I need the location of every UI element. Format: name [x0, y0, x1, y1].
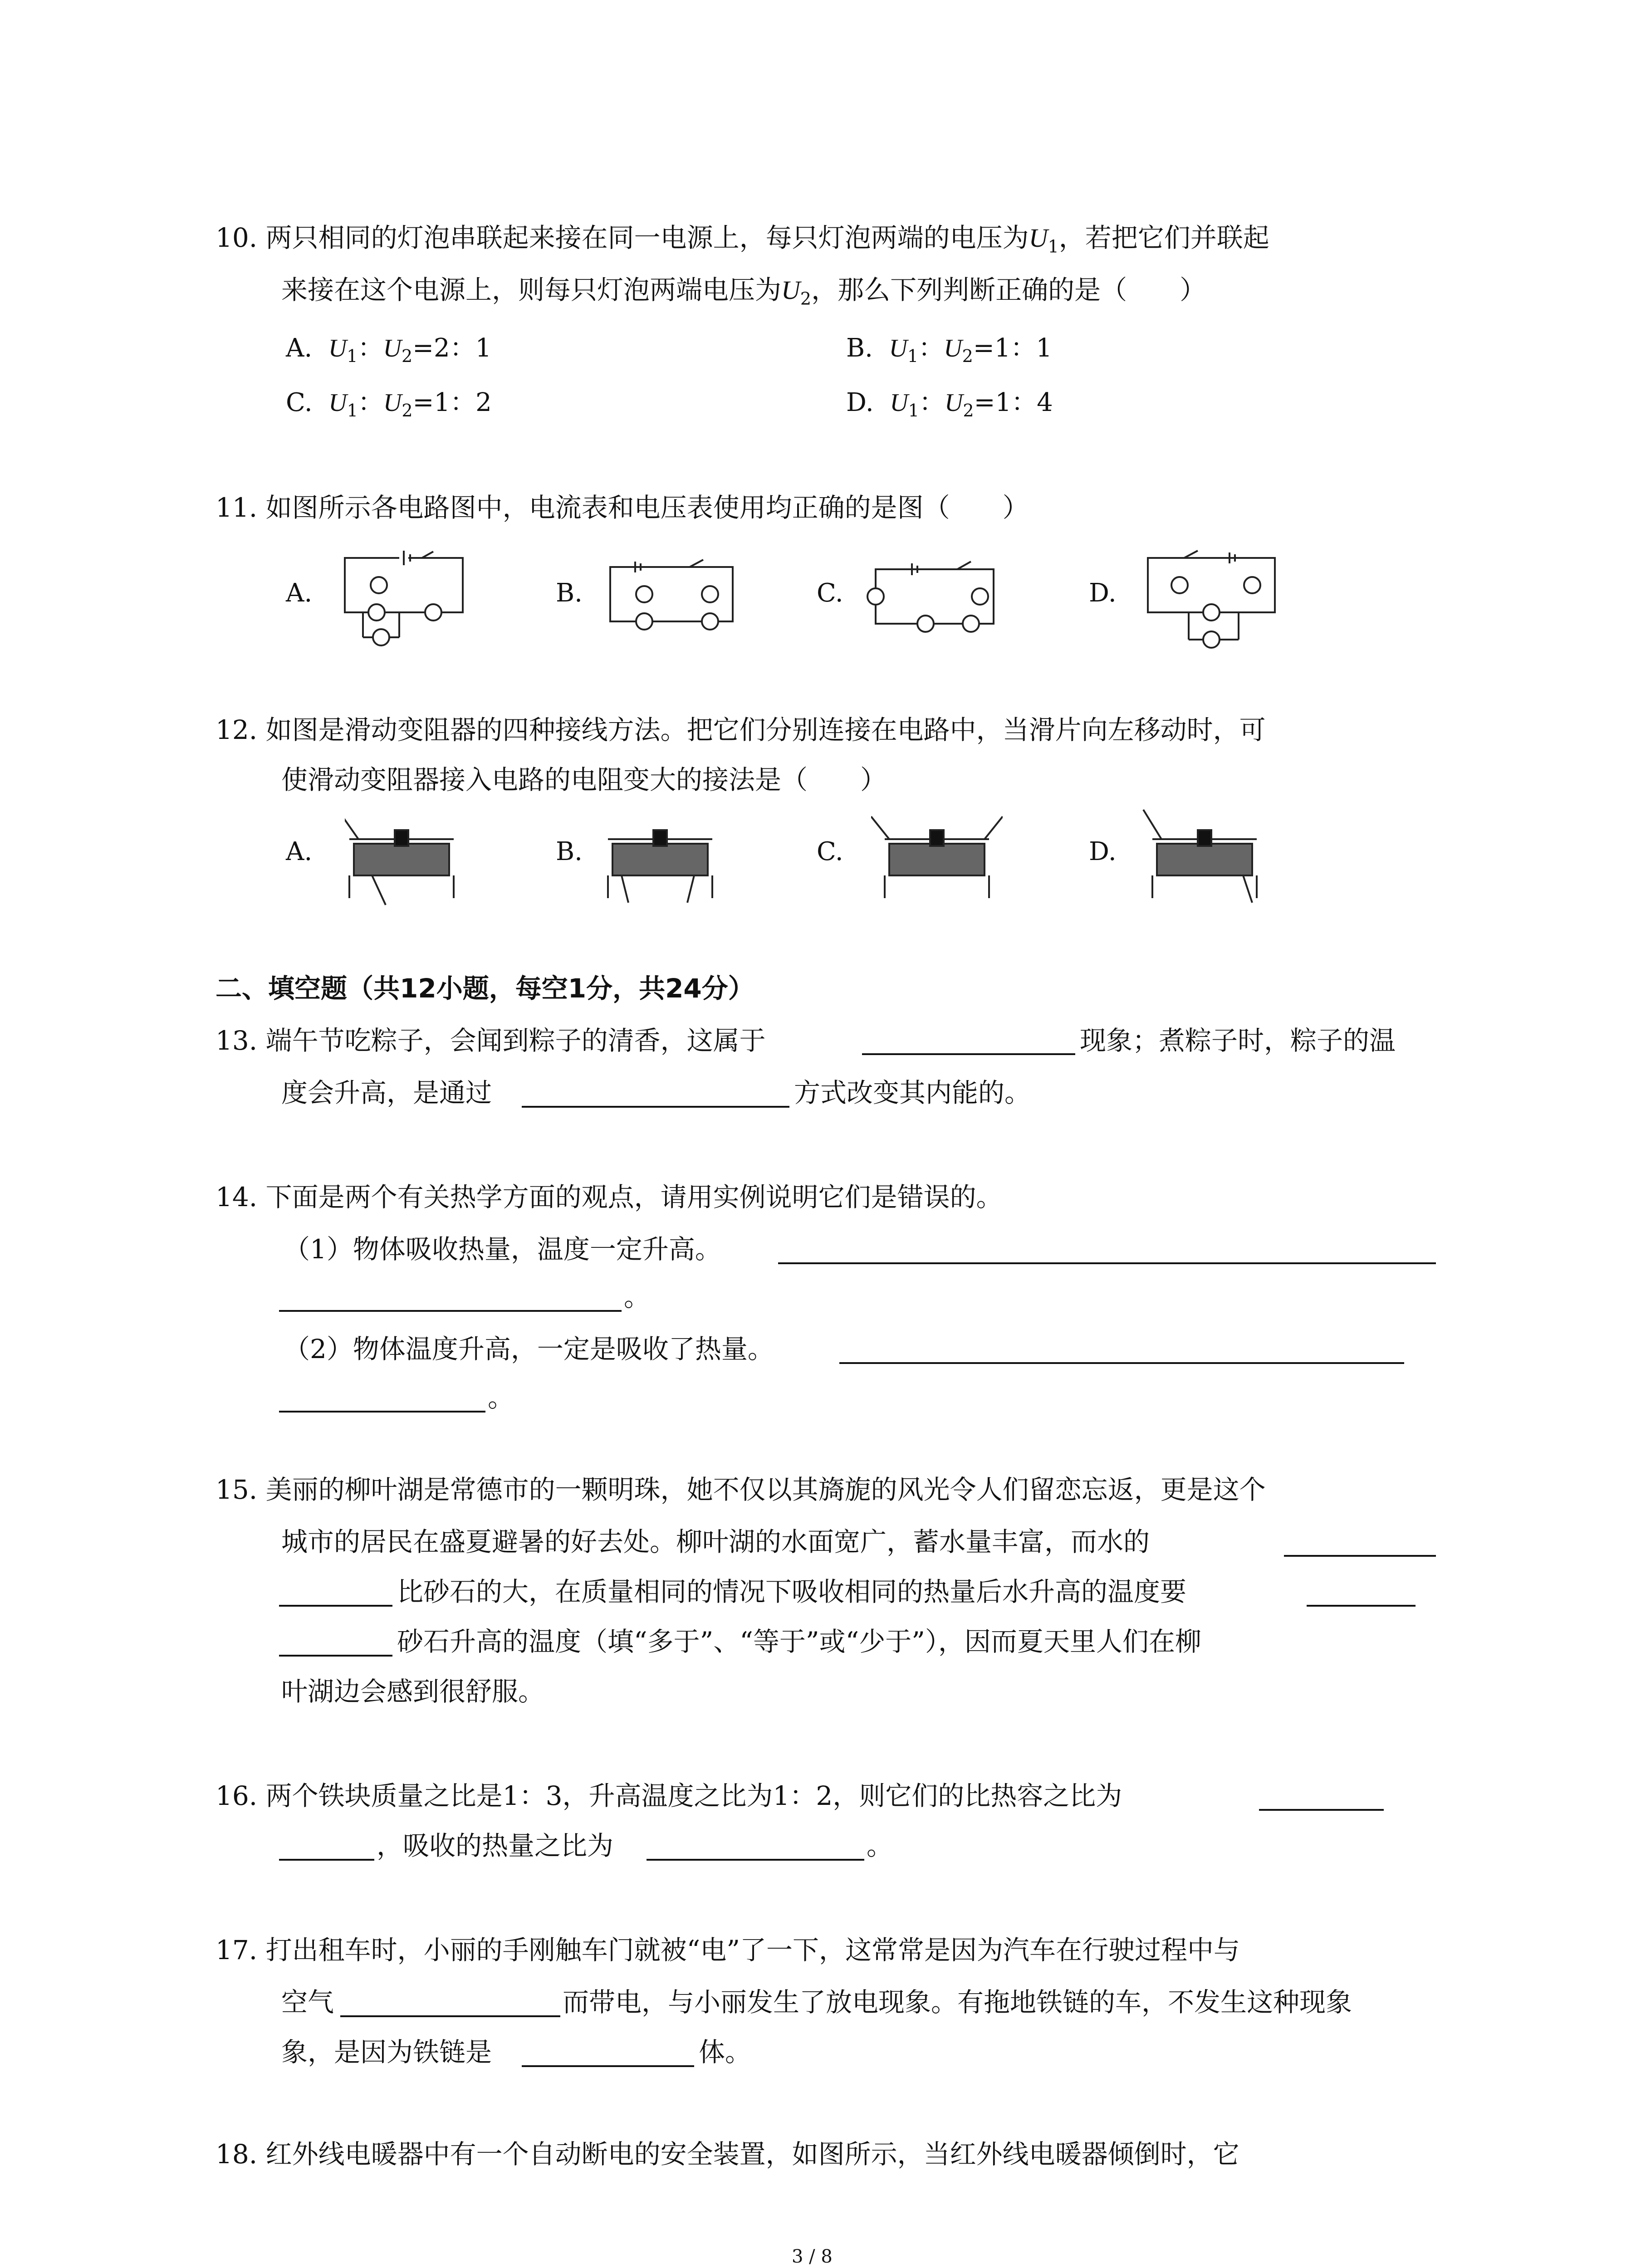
q12-line-2: 使滑动变阻器接入电路的电阻变大的接法是（ ）: [281, 764, 887, 795]
q11-line-1: 11. 如图所示各电路图中，电流表和电压表使用均正确的是图（ ）: [216, 492, 1029, 523]
q16-blank-1b[interactable]: [279, 1859, 374, 1861]
q11-option-c-label[interactable]: C.: [817, 578, 843, 608]
q17-line-2b: 而带电，与小丽发生了放电现象。有拖地铁链的车，不发生这种现象: [563, 1987, 1352, 2018]
q13-line-2a: 度会升高，是通过: [281, 1077, 492, 1108]
q14-blank-2b[interactable]: [279, 1411, 485, 1413]
q15-line-5: 叶湖边会感到很舒服。: [281, 1676, 545, 1707]
q12-option-b-label[interactable]: B.: [556, 837, 583, 866]
q14-blank-1b[interactable]: [279, 1310, 622, 1312]
q10-option-c[interactable]: C. $U_1$：$U_2=1$：2: [286, 388, 492, 421]
q14-item-1: （1）物体吸收热量，温度一定升高。: [284, 1234, 721, 1265]
q14-end-2: 。: [488, 1382, 514, 1413]
q12-rheostat-a-figure: [345, 812, 463, 907]
q15-line-3: 比砂石的大，在质量相同的情况下吸收相同的热量后水升高的温度要: [397, 1576, 1187, 1607]
q14-item-2: （2）物体温度升高，一定是吸收了热量。: [284, 1334, 774, 1364]
q17-line-1: 17. 打出租车时，小丽的手刚触车门就被“电”了一下，这常常是因为汽车在行驶过程中与: [216, 1935, 1240, 1965]
q12-option-d-label[interactable]: D.: [1089, 837, 1117, 866]
q17-blank-1[interactable]: [340, 2015, 560, 2017]
q15-blank-1b[interactable]: [279, 1605, 392, 1607]
q15-line-2: 城市的居民在盛夏避暑的好去处。柳叶湖的水面宽广，蓄水量丰富，而水的: [281, 1526, 1150, 1557]
page-number: 3 / 8: [792, 2246, 833, 2267]
q17-line-2a: 空气: [281, 1987, 334, 2018]
q15-blank-1a[interactable]: [1284, 1555, 1436, 1557]
q13-line-1a: 13. 端午节吃粽子，会闻到粽子的清香，这属于: [216, 1025, 766, 1056]
q14-end-1: 。: [624, 1281, 651, 1312]
q11-circuit-c-figure: [862, 553, 1007, 644]
q16-blank-1a[interactable]: [1259, 1809, 1384, 1811]
q17-blank-2[interactable]: [522, 2065, 694, 2067]
q11-option-b-label[interactable]: B.: [556, 578, 583, 608]
q17-line-3a: 象，是因为铁链是: [281, 2037, 492, 2068]
q12-rheostat-c-figure: [871, 812, 1003, 907]
q17-line-3b: 体。: [699, 2037, 752, 2068]
section-2-heading: 二、填空题（共12小题，每空1分，共24分）: [216, 973, 754, 1004]
q12-option-a-label[interactable]: A.: [286, 837, 313, 866]
q15-blank-2b[interactable]: [279, 1655, 392, 1657]
q18-line-1: 18. 红外线电暖器中有一个自动断电的安全装置，如图所示，当红外线电暖器倾倒时，它: [216, 2139, 1239, 2170]
q13-line-1b: 现象；煮粽子时，粽子的温: [1080, 1025, 1396, 1056]
q12-option-c-label[interactable]: C.: [817, 837, 843, 866]
q14-blank-1a[interactable]: [778, 1262, 1436, 1264]
q16-line-2: ，吸收的热量之比为: [377, 1830, 614, 1861]
q11-circuit-d-figure: [1139, 544, 1284, 653]
q10-line-2: 来接在这个电源上，则每只灯泡两端电压为$U_2$，那么下列判断正确的是（ ）: [281, 274, 1206, 309]
q13-line-2b: 方式改变其内能的。: [794, 1077, 1031, 1108]
q16-line-1: 16. 两个铁块质量之比是1：3，升高温度之比为1：2，则它们的比热容之比为: [216, 1780, 1122, 1811]
q12-line-1: 12. 如图是滑动变阻器的四种接线方法。把它们分别连接在电路中，当滑片向左移动时，可: [216, 714, 1266, 745]
q10-option-d[interactable]: D. $U_1$：$U_2=1$：4: [846, 388, 1053, 421]
q10-option-a[interactable]: A. $U_1$：$U_2=2$：1: [286, 333, 492, 367]
q10-option-b[interactable]: B. $U_1$：$U_2=1$：1: [846, 333, 1053, 367]
q15-line-4: 砂石升高的温度（填“多于”、“等于”或“少于”），因而夏天里人们在柳: [397, 1626, 1201, 1657]
q11-circuit-a-figure: [336, 544, 472, 653]
q13-blank-2[interactable]: [522, 1106, 789, 1108]
q10-line-1: 10. 两只相同的灯泡串联起来接在同一电源上，每只灯泡两端的电压为$U_1$，若把它们并联起: [216, 222, 1269, 257]
q11-option-a-label[interactable]: A.: [286, 578, 313, 608]
q16-blank-2[interactable]: [647, 1859, 864, 1861]
q12-rheostat-b-figure: [603, 812, 721, 907]
q14-blank-2a[interactable]: [839, 1362, 1404, 1364]
q11-option-d-label[interactable]: D.: [1089, 578, 1117, 608]
q14-line-1: 14. 下面是两个有关热学方面的观点，请用实例说明它们是错误的。: [216, 1182, 1003, 1212]
q15-blank-2a[interactable]: [1307, 1605, 1416, 1607]
q15-line-1: 15. 美丽的柳叶湖是常德市的一颗明珠，她不仅以其旖旎的风光令人们留恋忘返，更是这个: [216, 1474, 1266, 1505]
q12-rheostat-d-figure: [1139, 807, 1266, 907]
q16-end: 。: [867, 1830, 893, 1861]
q13-blank-1[interactable]: [862, 1053, 1075, 1055]
q11-circuit-b-figure: [603, 553, 740, 635]
